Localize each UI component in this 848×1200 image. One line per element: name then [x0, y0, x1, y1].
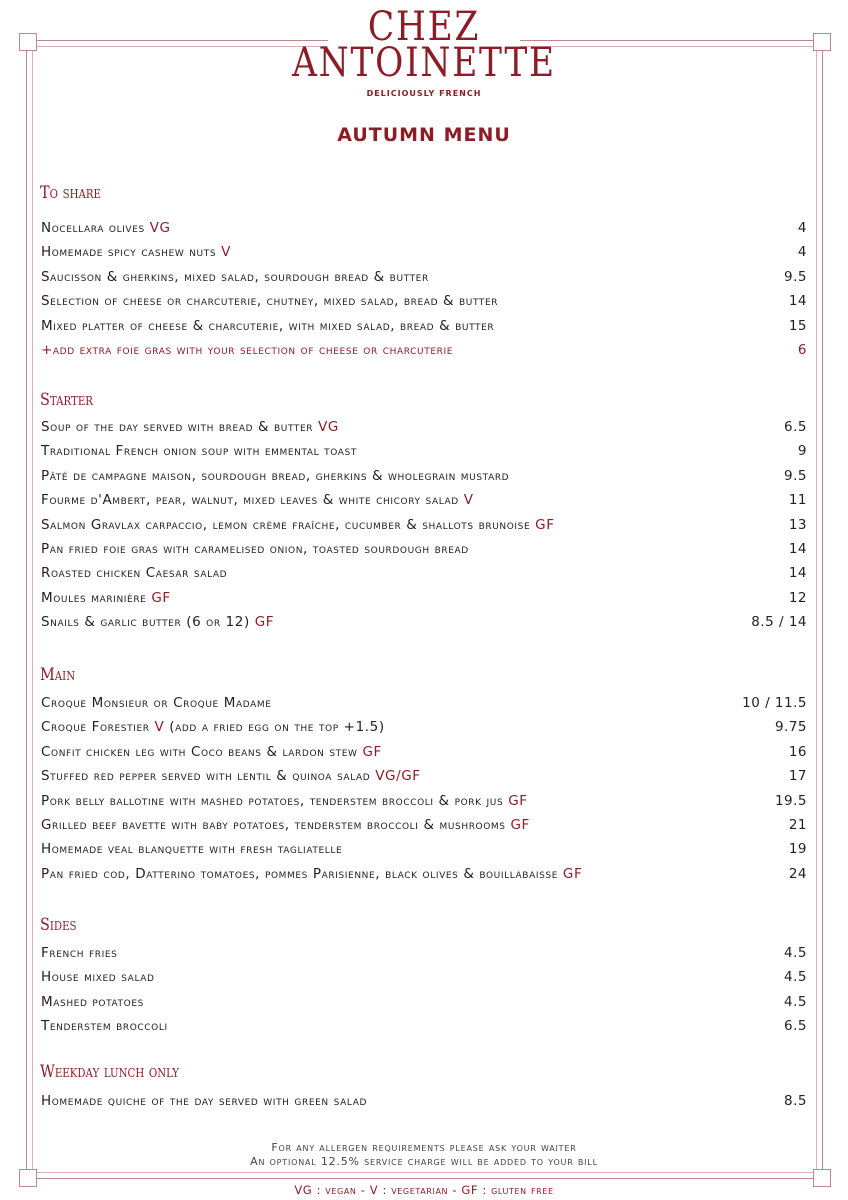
menu-item-name: [41, 1091, 367, 1111]
menu-item: [41, 1091, 807, 1111]
menu-item: [41, 291, 807, 311]
menu-item: [41, 340, 807, 360]
menu-item-price: 6.5: [784, 1018, 807, 1035]
menu-item-name: [41, 563, 227, 583]
menu-item-name: [41, 967, 155, 987]
menu-item-price: 16: [788, 743, 807, 760]
menu-item-name: [41, 417, 339, 437]
dietary-tag: VG: [149, 220, 171, 236]
menu-item: [41, 539, 807, 559]
dish-name: Confit chicken leg with Coco beans & lardon stew: [41, 743, 358, 760]
menu-item-price: 8.5 / 14: [751, 614, 807, 631]
menu-item-price: 9.5: [784, 467, 807, 484]
menu-item-name: [41, 466, 509, 486]
dietary-tag: VG: [318, 419, 339, 435]
menu-item-price: 11: [788, 492, 807, 509]
menu-item-price: 21: [788, 817, 807, 833]
menu-item-name: [41, 693, 272, 713]
menu-item-name: [41, 815, 530, 835]
menu-item-name: [41, 515, 555, 535]
allergen-note: For any allergen requirements please ask your waiter: [271, 1141, 577, 1154]
menu-item-price: 8.5: [784, 1093, 807, 1109]
border-corner-ornament: [19, 33, 37, 51]
menu-item-name: [41, 791, 528, 811]
dish-name: Roasted chicken Caesar salad: [41, 565, 228, 582]
dietary-tag: GF: [510, 817, 530, 833]
menu-item: [41, 839, 807, 859]
dish-name: Homemade veal blanquette with fresh tagliatelle: [41, 841, 343, 858]
menu-item-name: [41, 490, 474, 510]
menu-item: [41, 992, 807, 1012]
dietary-tag: GF: [508, 792, 528, 809]
menu-item: [41, 441, 807, 461]
menu-item-price: 4.5: [784, 945, 807, 961]
section-heading-starter: Starter: [40, 390, 93, 410]
menu-item-price: 19.5: [774, 792, 807, 809]
menu-item: [41, 490, 807, 510]
dish-name: Traditional French onion soup with emmental toast: [41, 443, 357, 460]
menu-item-price: 13: [788, 516, 807, 533]
menu-item-name: [41, 316, 494, 336]
menu-item: [41, 943, 807, 963]
dish-name: Salmon Gravlax carpaccio, lemon crème fraîche, cucumber & shallots brunoise: [41, 516, 531, 533]
menu-item: [41, 612, 807, 632]
menu-item-name: [41, 291, 498, 311]
menu-item-name: [41, 943, 117, 963]
menu-item-price: 19: [788, 841, 807, 858]
dish-name: Grilled beef bavette with baby potatoes, tenderstem broccoli & mushrooms: [41, 817, 506, 833]
menu-item: [41, 766, 807, 786]
dish-name: Saucisson & gherkins, mixed salad, sourdough bread & butter: [41, 268, 429, 285]
brand-name-line1: CHEZ: [367, 4, 481, 50]
menu-item: [41, 742, 807, 762]
menu-item-price: 14: [788, 541, 807, 557]
menu-item: [41, 563, 807, 583]
menu-item-price: 4: [797, 220, 807, 236]
menu-item-name: [41, 742, 382, 762]
menu-item-price: 14: [788, 293, 807, 310]
menu-item-name: [41, 766, 421, 786]
menu-item-price: 4: [797, 244, 807, 261]
menu-item-price: 6: [797, 342, 807, 358]
menu-item: [41, 815, 807, 835]
dish-name: Pan fried foie gras with caramelised onion, toasted sourdough bread: [41, 541, 469, 557]
dish-name: Moules marinière: [41, 589, 147, 606]
dietary-tag: V: [221, 244, 231, 261]
dietary-tag: GF: [362, 743, 382, 760]
menu-item: [41, 717, 807, 737]
menu-item-price: 9.75: [774, 719, 807, 736]
menu-item: [41, 417, 807, 437]
menu-item-name: [41, 992, 144, 1012]
dietary-tag: VG/GF: [375, 768, 421, 785]
menu-item: [41, 864, 807, 884]
menu-item-price: 12: [788, 589, 807, 606]
dish-name: Nocellara olives: [41, 220, 145, 236]
menu-item-name: [41, 539, 469, 559]
dish-name: House mixed salad: [41, 969, 155, 986]
menu-item: [41, 316, 807, 336]
dish-name: Snails & garlic butter (6 or 12): [41, 614, 250, 631]
dish-name: Mixed platter of cheese & charcuterie, with mixed salad, bread & butter: [41, 317, 495, 334]
menu-item-price: 6.5: [784, 419, 807, 435]
menu-item: [41, 218, 807, 238]
menu-item-name: [41, 340, 453, 360]
menu-item-price: 9.5: [784, 268, 807, 285]
dish-name: Selection of cheese or charcuterie, chutney, mixed salad, bread & butter: [41, 293, 499, 310]
dish-name: Tenderstem broccoli: [41, 1018, 168, 1035]
menu-item-name: [41, 267, 429, 287]
menu-item: [41, 693, 807, 713]
dish-name: Mashed potatoes: [41, 993, 144, 1010]
menu-item: [41, 242, 807, 262]
menu-item-name: [41, 839, 342, 859]
section-heading-to-share: To share: [40, 183, 101, 203]
dietary-tag: V: [154, 719, 165, 736]
menu-item: [41, 588, 807, 608]
menu-item-price: 14: [788, 565, 807, 582]
border-corner-ornament: [813, 33, 831, 51]
menu-item-name: [41, 242, 231, 262]
menu-item: [41, 967, 807, 987]
dietary-tag: GF: [151, 589, 171, 606]
dish-name: Pork belly ballotine with mashed potatoes, tenderstem broccoli & pork jus: [41, 792, 504, 809]
dietary-tag: V: [463, 492, 474, 509]
menu-item: [41, 515, 807, 535]
dish-name: +add extra foie gras with your selection of cheese or charcuterie: [41, 342, 453, 358]
dish-name: Croque Monsieur or Croque Madame: [41, 695, 272, 711]
dietary-legend: VG : vegan - V : vegetarian - GF : gluten free: [294, 1183, 554, 1197]
dish-note: (add a fried egg on the top +1.5): [169, 719, 385, 736]
service-charge-note: An optional 12.5% service charge will be added to your bill: [250, 1155, 598, 1168]
menu-item-name: [41, 612, 274, 632]
menu-item-price: 17: [788, 768, 807, 785]
section-heading-sides: Sides: [40, 915, 77, 935]
dish-name: Stuffed red pepper served with lentil & quinoa salad: [41, 768, 371, 785]
dietary-tag: GF: [535, 516, 555, 533]
brand-tagline: DELICIOUSLY FRENCH: [366, 89, 482, 98]
menu-item-price: 24: [788, 865, 807, 882]
dish-name: Pan fried cod, Datterino tomatoes, pommes Parisienne, black olives & bouillabaisse: [41, 865, 558, 882]
menu-item-name: [41, 717, 385, 737]
brand-name-line2: ANTOINETTE: [292, 40, 556, 86]
section-heading-main: Main: [40, 665, 76, 685]
dish-name: Soup of the day served with bread & butter: [41, 419, 314, 435]
dish-name: Fourme d'Ambert, pear, walnut, mixed leaves & white chicory salad: [41, 492, 459, 509]
menu-item-name: [41, 218, 171, 238]
menu-item: [41, 1016, 807, 1036]
dietary-tag: GF: [254, 614, 275, 631]
menu-item-name: [41, 1016, 168, 1036]
menu-item-name: [41, 441, 357, 461]
menu-item-price: 4.5: [784, 969, 807, 986]
dish-name: Croque Forestier: [41, 719, 150, 736]
dietary-tag: GF: [562, 865, 583, 882]
menu-item: [41, 791, 807, 811]
section-heading-weekday-lunch: Weekday lunch only: [40, 1062, 180, 1082]
menu-item-price: 15: [788, 317, 807, 334]
dish-name: Homemade spicy cashew nuts: [41, 244, 217, 261]
menu-item-name: [41, 588, 171, 608]
menu-item-price: 4.5: [784, 993, 807, 1010]
menu-title: AUTUMN MENU: [337, 124, 511, 146]
menu-item-name: [41, 864, 582, 884]
dish-name: French fries: [41, 945, 118, 961]
menu-item: [41, 466, 807, 486]
dish-name: Pâté de campagne maison, sourdough bread, gherkins & wholegrain mustard: [41, 467, 510, 484]
dish-name: Homemade quiche of the day served with green salad: [41, 1093, 367, 1109]
menu-item: [41, 267, 807, 287]
menu-item-price: 9: [797, 443, 807, 460]
menu-item-price: 10 / 11.5: [742, 695, 807, 711]
